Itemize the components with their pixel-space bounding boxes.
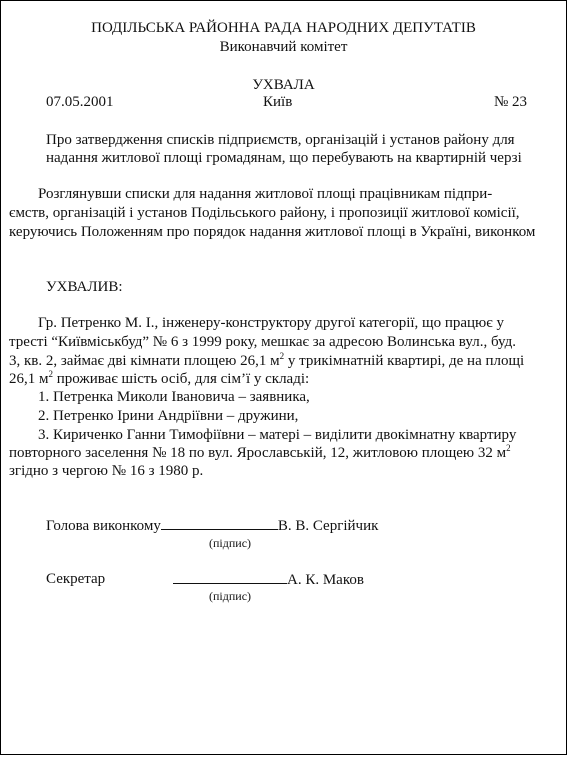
preamble-line-2: ємств, організацій і установ Подільського району, і пропозиції житлової комісії, [9,205,520,221]
head-name: В. В. Сергійчик [277,518,379,534]
body-line-p2-2-superscript: 2 [506,443,511,453]
head-sign-label: (підпис) [209,536,252,550]
secretary-sign-label: (підпис) [209,589,252,603]
document-city: Київ [263,94,293,110]
body-line-p2-3: згідно з чергою № 16 з 1980 р. [9,463,204,479]
secretary-name: А. К. Маков [287,572,364,588]
body-line-4 [9,371,309,388]
subject-line-1: Про затвердження списків підприємств, організацій і установ району для [46,132,515,148]
head-signature-row [46,517,378,535]
body-line-4-superscript: 2 [48,369,53,379]
family-item-3: 3. Кириченко Ганни Тимофіївни – матері – виділити двокімнатну квартиру [38,427,517,443]
preamble-line-3-a: керуючись Положенням про порядок надання житлової площі в Україні, виконком [9,224,536,240]
document-number: № 23 [494,94,528,110]
resolved-heading: УХВАЛИВ: [46,279,123,295]
body-line-p2-2-text: повторного заселення № 18 по вул. Ярославській, 12, житловою площею 32 м [9,445,507,461]
org-name: ПОДІЛЬСЬКА РАЙОННА РАДА НАРОДНИХ ДЕПУТАТІВ [91,20,476,36]
family-item-1: 1. Петренка Миколи Івановича – заявника, [38,389,310,405]
body-line-p2-2 [9,445,511,462]
secretary-signature-line [173,571,287,584]
document-date: 07.05.2001 [46,94,114,110]
body-line-2: тресті “Київміськбуд” № 6 з 1999 року, мешкає за адресою Волинська вул., буд. [9,334,516,350]
secretary-title: Секретар [46,571,106,587]
family-item-2: 2. Петренко Ірини Андріївни – дружини, [38,408,299,424]
secretary-signature-row [173,571,364,589]
head-title: Голова виконкому [46,518,161,534]
body-line-3 [9,353,524,370]
document-type: УХВАЛА [252,77,315,93]
body-line-3-text-a: 3, кв. 2, займає дві кімнати площею 26,1 м [9,353,280,369]
body-line-1: Гр. Петренко М. І., інженеру-конструктору другої категорії, що працює у [38,315,504,331]
body-line-4-text-a: 26,1 м [9,371,49,387]
preamble-line-1: Розглянувши списки для надання житлової площі працівникам підпри- [38,186,493,202]
head-signature-line [161,517,278,530]
body-line-3-text-b: у трикімнатній квартирі, де на площі [284,353,525,369]
subject-line-2: надання житлової площі громадянам, що перебувають на квартирній черзі [46,150,522,166]
body-line-4-text-b: проживає шість осіб, для сім’ї у складі: [53,371,310,387]
body-line-3-superscript: 2 [279,351,285,361]
committee-name: Виконавчий комітет [219,39,348,55]
